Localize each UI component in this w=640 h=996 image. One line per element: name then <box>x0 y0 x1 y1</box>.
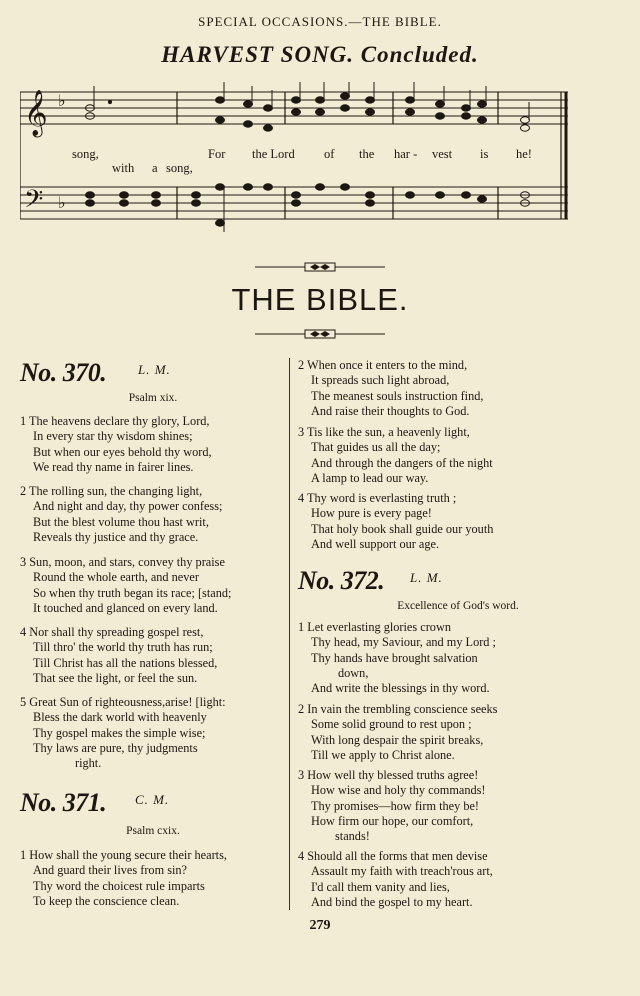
hymn-number: No. 371. <box>20 788 107 817</box>
stanza <box>298 491 493 552</box>
verse-line: Assault my faith with treach'rous art, <box>311 864 493 879</box>
verse-line: Reveals thy justice and thy grace. <box>33 529 199 544</box>
verse-line: 1 How shall the young secure their hearts, <box>20 848 227 862</box>
verse-line: And guard their lives from sin? <box>33 863 188 878</box>
verse-line: Till thro' the world thy truth has run; <box>33 640 213 655</box>
hymn-subtitle: Excellence of God's word. <box>397 600 519 612</box>
verse-line: We read thy name in fairer lines. <box>33 459 194 474</box>
stanza <box>20 848 227 909</box>
running-head: SPECIAL OCCASIONS.—THE BIBLE. <box>198 14 442 29</box>
stanza <box>298 620 496 696</box>
verse-line: Thy laws are pure, thy judgments <box>33 740 198 755</box>
stanza <box>298 768 486 844</box>
music-score <box>20 82 576 257</box>
verse-line: 2 The rolling sun, the changing light, <box>20 484 203 498</box>
flat-sign-icon: ♭ <box>58 91 66 110</box>
verse-line: Till Christ has all the nations blessed, <box>33 655 218 670</box>
ornament-divider <box>255 262 385 272</box>
verse-line: 4 Nor shall thy spreading gospel rest, <box>20 625 204 639</box>
hymn-meter: C. M. <box>135 792 170 807</box>
verse-line: Thy word the choicest rule imparts <box>33 878 205 893</box>
verse-line: 4 Should all the forms that men devise <box>298 849 488 863</box>
stanza <box>298 425 493 486</box>
stanza <box>298 358 483 419</box>
lyric-syllable: the Lord <box>252 147 295 161</box>
stanza <box>20 695 226 771</box>
hymn-meter: L. M. <box>138 362 171 377</box>
column-divider <box>289 358 290 910</box>
lyric-syllable: of <box>324 147 335 161</box>
verse-line: 4 Thy word is everlasting truth ; <box>298 491 457 505</box>
hymn-subtitle: Psalm cxix. <box>126 825 180 837</box>
lyric-syllable: har - <box>394 147 418 161</box>
verse-line: Some solid ground to rest upon ; <box>311 717 472 732</box>
hymn-number: No. 372. <box>298 566 385 595</box>
verse-line: Round the whole earth, and never <box>33 570 199 585</box>
verse-line: But when our eyes behold thy word, <box>33 444 212 459</box>
verse-line: A lamp to lead our way. <box>311 470 429 485</box>
verse-line: 3 Tis like the sun, a heavenly light, <box>298 425 470 439</box>
lyric-syllable: song, <box>72 147 99 161</box>
verse-line: Thy hands have brought salvation <box>311 650 478 665</box>
lyric-syllable: with <box>112 161 135 175</box>
bass-notes <box>86 184 530 232</box>
hymn-subtitle: Psalm xix. <box>128 392 178 404</box>
verse-line: 1 The heavens declare thy glory, Lord, <box>20 414 210 428</box>
page-number: 279 <box>309 918 331 933</box>
verse-line: And write the blessings in thy word. <box>311 681 490 696</box>
verse-line: That holy book shall guide our youth <box>311 521 494 536</box>
lyric-syllable: For <box>208 147 226 161</box>
verse-line: That see the light, or feel the sun. <box>33 670 198 685</box>
verse-line: Till we apply to Christ alone. <box>311 747 455 762</box>
verse-line: And raise their thoughts to God. <box>311 403 470 418</box>
verse-line: The meanest souls instruction find, <box>311 388 484 403</box>
section-title: THE BIBLE. <box>231 282 409 317</box>
verse-line: To keep the conscience clean. <box>33 893 180 908</box>
stanza <box>298 849 493 910</box>
verse-line: So when thy truth began its race; [stand; <box>33 585 232 600</box>
verse-line: down, <box>338 665 369 680</box>
lyric-syllable: vest <box>432 147 453 161</box>
verse-line: 2 When once it enters to the mind, <box>298 358 468 372</box>
verse-line: In every star thy wisdom shines; <box>33 429 193 444</box>
verse-line: How wise and holy thy commands! <box>311 783 486 798</box>
verse-line: Thy head, my Saviour, and my Lord ; <box>311 635 496 650</box>
hymn-number: No. 370. <box>20 358 107 387</box>
verse-line: And well support our age. <box>311 536 440 551</box>
verse-line: 2 In vain the trembling conscience seeks <box>298 702 498 716</box>
verse-line: 3 Sun, moon, and stars, convey thy praise <box>20 555 225 569</box>
song-title: HARVEST SONG. Concluded. <box>161 42 479 67</box>
verse-line: right. <box>75 756 102 771</box>
verse-line: stands! <box>335 829 370 844</box>
verse-line: Thy promises—how firm they be! <box>311 798 480 813</box>
stanza <box>20 484 222 545</box>
verse-line: And night and day, thy power confess; <box>33 499 223 514</box>
verse-line: Bless the dark world with heavenly <box>33 710 207 725</box>
lyric-syllable: a <box>152 161 158 175</box>
lyric-syllable: is <box>480 147 489 161</box>
verse-line: 5 Great Sun of righteousness,arise! [light: <box>20 695 226 709</box>
verse-line: And bind the gospel to my heart. <box>311 894 473 909</box>
flat-sign-icon: ♭ <box>58 193 66 212</box>
hymn-meter: L. M. <box>410 570 443 585</box>
verse-line: It spreads such light abroad, <box>311 373 450 388</box>
stanza <box>20 625 217 686</box>
verse-line: 3 How well thy blessed truths agree! <box>298 768 479 782</box>
bass-clef-icon: 𝄢 <box>24 185 44 220</box>
stanza <box>20 414 212 475</box>
verse-line: But the blest volume thou hast writ, <box>33 514 209 529</box>
stanza <box>298 702 497 763</box>
stanza <box>20 555 231 616</box>
verse-line: With long despair the spirit breaks, <box>311 732 484 747</box>
lyrics <box>72 147 532 175</box>
verse-line: And through the dangers of the night <box>311 455 493 470</box>
verse-line: It touched and glanced on every land. <box>33 600 218 615</box>
verse-line: I'd call them vanity and lies, <box>311 879 450 894</box>
verse-line: 1 Let everlasting glories crown <box>298 620 451 634</box>
ornament-divider <box>255 329 385 339</box>
treble-clef-icon: 𝄞 <box>24 90 48 136</box>
verse-line: That guides us all the day; <box>311 440 441 455</box>
lyric-syllable: he! <box>516 147 532 161</box>
lyric-syllable: song, <box>166 161 193 175</box>
verse-line: How firm our hope, our comfort, <box>311 813 474 828</box>
verse-line: Thy gospel makes the simple wise; <box>33 725 206 740</box>
lyric-syllable: the <box>359 147 375 161</box>
verse-line: How pure is every page! <box>311 506 432 521</box>
